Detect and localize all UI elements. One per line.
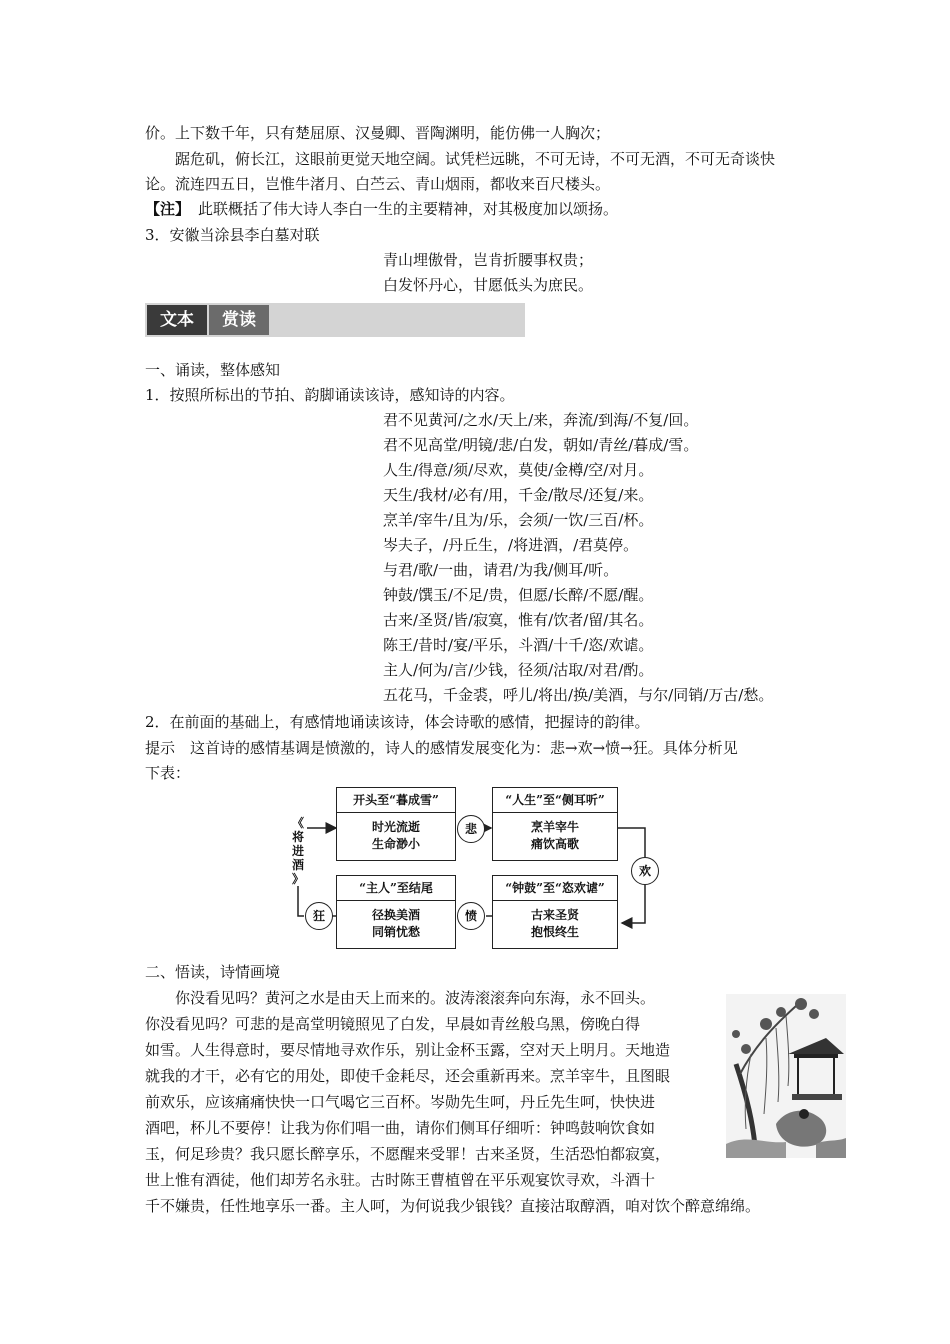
title-char: 酒 (291, 858, 304, 872)
note-tag: 【注】 (145, 200, 191, 218)
couplet-line: 青山埋傲骨，岂肯折腰事权贵； (383, 251, 594, 269)
question: 2．在前面的基础上，有感情地诵读该诗，体会诗歌的感情，把握诗的韵律。 (145, 713, 650, 731)
poem-line: 五花马，千金裘，呼儿/将出/换/美酒，与尔/同销/万古/愁。 (383, 686, 774, 704)
poem-line: 君不见高堂/明镜/悲/白发，朝如/青丝/暮成/雪。 (383, 436, 699, 454)
poem-line: 主人/何为/言/少钱，径须/沽取/对君/酌。 (383, 661, 654, 679)
paragraph-line: 世上惟有酒徒，他们却芳名永驻。古时陈王曹植曾在平乐观宴饮寻欢，斗酒十 (145, 1171, 656, 1189)
tip-line: 提示 这首诗的感情基调是愤激的，诗人的感情发展变化为：悲→欢→愤→狂。具体分析见 (145, 739, 738, 757)
stage-box-ending (336, 875, 456, 949)
emotion-sad: 悲 (457, 815, 485, 843)
stage-text: 生命渺小 (371, 837, 420, 851)
question: 1．按照所标出的节拍、韵脚诵读该诗，感知诗的内容。 (145, 386, 515, 404)
text-line: 踞危矶，俯长江，这眼前更觉天地空阔。试凭栏远眺，不可无诗，不可无酒，不可无奇谈快 (175, 150, 776, 168)
stage-title: “人生”至“侧耳听” (493, 788, 617, 813)
section-title: 一、诵读，整体感知 (145, 361, 281, 379)
stage-title: “钟鼓”至“恣欢谑” (493, 876, 617, 901)
section-header-label: 赏读 (209, 305, 269, 335)
poem-line: 与君/歌/一曲，请君/为我/侧耳/听。 (383, 561, 619, 579)
stage-text: 同销忧愁 (371, 925, 420, 939)
stage-text: 痛饮高歌 (530, 837, 579, 851)
stage-text: 古来圣贤 (530, 908, 579, 922)
paragraph-line: 酒吧，杯儿不要停！让我为你们唱一曲，请你们侧耳仔细听：钟鸣鼓响饮食如 (145, 1119, 656, 1137)
tip-line: 下表： (145, 764, 191, 782)
note (145, 198, 618, 220)
stage-box-beginning (336, 787, 456, 861)
stage-text: 径换美酒 (371, 908, 420, 922)
emotion-anger: 愤 (457, 902, 485, 930)
paragraph-line: 你没看见吗？黄河之水是由天上而来的。波涛滚滚奔向东海，永不回头。 (145, 989, 656, 1007)
title-char: 《 (291, 816, 304, 830)
poem-line: 天生/我材/必有/用，千金/散尽/还复/来。 (383, 486, 654, 504)
item-heading: 3．安徽当涂县李白墓对联 (145, 226, 320, 244)
stage-box-rensheng (492, 787, 618, 861)
text-line: 价。上下数千年，只有楚屈原、汉曼卿、晋陶渊明，能仿佛一人胸次； (145, 124, 611, 142)
title-char: 将 (291, 830, 304, 844)
paragraph-line: 前欢乐，应该痛痛快快一口气喝它三百杯。岑勋先生呵，丹丘先生呵，快快进 (145, 1093, 656, 1111)
poem-line: 君不见黄河/之水/天上/来，奔流/到海/不复/回。 (383, 411, 699, 429)
stage-text: 抱恨终生 (530, 925, 579, 939)
poem-line: 钟鼓/馔玉/不足/贵，但愿/长醉/不愿/醒。 (383, 586, 654, 604)
paragraph-line: 玉，何足珍贵？我只愿长醉享乐，不愿醒来受罪！古来圣贤，生活恐怕都寂寞， (145, 1145, 671, 1163)
paragraph-line: 你没看见吗？可悲的是高堂明镜照见了白发，早晨如青丝般乌黑，傍晚白得 (145, 1015, 641, 1033)
stage-box-zhonggu (492, 875, 618, 949)
poem-line: 陈王/昔时/宴/平乐，斗酒/十千/恣/欢谑。 (383, 636, 654, 654)
note-text: 此联概括了伟大诗人李白一生的主要精神，对其极度加以颂扬。 (198, 200, 619, 218)
emotion-wild: 狂 (305, 902, 333, 930)
paragraph-line: 就我的才干，必有它的用处，即使千金耗尽，还会重新再来。烹羊宰牛，且图眼 (145, 1067, 671, 1085)
poem-line: 岑夫子，/丹丘生，/将进酒，/君莫停。 (383, 536, 639, 554)
ink-painting-illustration (726, 994, 846, 1158)
section-header (145, 303, 525, 337)
stage-title: 开头至“暮成雪” (337, 788, 455, 813)
stage-title: “主人”至结尾 (337, 876, 455, 901)
poem-line: 古来/圣贤/皆/寂寞，惟有/饮者/留/其名。 (383, 611, 654, 629)
poem-line: 人生/得意/须/尽欢，莫使/金樽/空/对月。 (383, 461, 654, 479)
poem-line: 烹羊/宰牛/且为/乐，会须/一饮/三百/杯。 (383, 511, 654, 529)
stage-text: 时光流逝 (371, 820, 420, 834)
paragraph-line: 千不嫌贵，任性地享乐一番。主人呵，为何说我少银钱？直接沽取醇酒，咱对饮个醉意绵绵。 (145, 1197, 761, 1215)
section-header-label: 文本 (147, 305, 207, 335)
couplet-line: 白发怀丹心，甘愿低头为庶民。 (383, 276, 594, 294)
text-line: 论。流连四五日，岂惟牛渚月、白苎云、青山烟雨，都收来百尺楼头。 (145, 175, 611, 193)
emotion-joy: 欢 (631, 857, 659, 885)
section-title: 二、悟读，诗情画境 (145, 963, 281, 981)
title-char: 进 (291, 844, 304, 858)
paragraph-line: 如雪。人生得意时，要尽情地寻欢作乐，别让金杯玉露，空对天上明月。天地造 (145, 1041, 671, 1059)
title-char: 》 (291, 872, 304, 886)
stage-text: 烹羊宰牛 (530, 820, 579, 834)
poem-title-vertical (289, 816, 307, 886)
